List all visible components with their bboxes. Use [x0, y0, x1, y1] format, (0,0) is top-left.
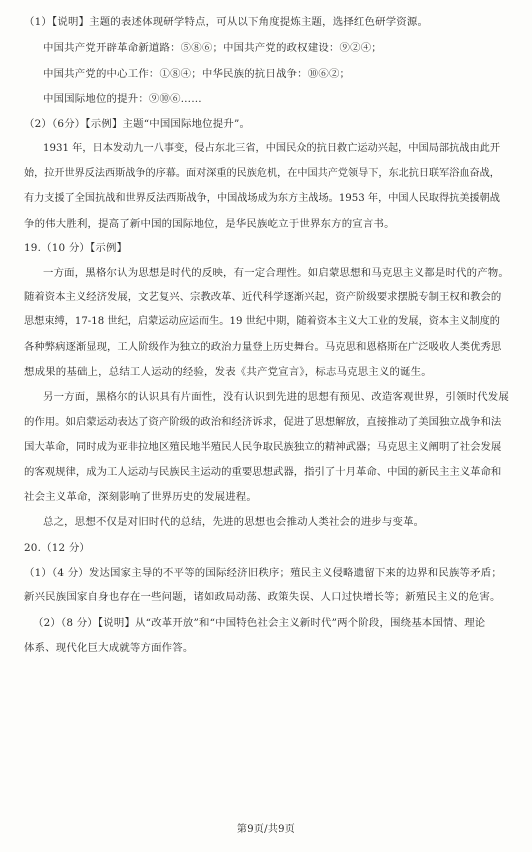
q20-part1-line1: （1）（4 分）发达国家主导的不平等的国际经济旧秩序；殖民主义侵略遗留下来的边界和民族等矛盾； [24, 567, 502, 579]
q18-part2-heading: （2）（6分）【示例】主题“中国国际地位提升”。 [24, 118, 251, 130]
page-number-footer: 第9页/共9页 [236, 824, 296, 835]
q20-heading: 20.（12 分） [24, 542, 91, 554]
q18-part1-line3: 中国共产党的中心工作：①⑧④；中华民族的抗日战争：⑩⑥②； [43, 68, 351, 80]
q18-part1-line4: 中国国际地位的提升：⑨⑩⑥…… [43, 93, 202, 105]
q18-part1-line2: 中国共产党开辟革命新道路：⑤⑧⑥；中国共产党的政权建设：⑨②④； [43, 42, 382, 54]
q18-part2-line3: 有力支援了全国抗战和世界反法西斯战争，中国战场成为东方主战场。1953 年，中国人民取得抗美援朝战 [24, 193, 500, 204]
q19-para2-line4: 的客观规律，成为工人运动与民族民主运动的重要思想武器，指引了十月革命、中国的新民主主义革命和 [24, 466, 502, 478]
q20-part1-line2: 新兴民族国家自身也存在一些问题，诸如政局动荡、政策失误、人口过快增长等；新殖民主义的危害。 [24, 591, 501, 603]
q18-part2-line2: 始，拉开世界反法西斯战争的序幕。面对深重的民族危机，在中国共产党领导下，东北抗日联军浴血奋战， [24, 168, 500, 179]
q19-heading: 19.（10 分）【示例】 [24, 242, 128, 254]
q19-conclusion: 总之，思想不仅是对旧时代的总结，先进的思想也会推动人类社会的进步与变革。 [43, 516, 425, 528]
q19-para2-line5: 社会主义革命，深刻影响了世界历史的发展进程。 [24, 491, 257, 503]
q19-para1-line4: 各种弊病逐渐显现，工人阶级作为独立的政治力量登上历史舞台。马克思和恩格斯在广泛吸收人类优秀思 [24, 341, 502, 353]
q19-para2-line1: 另一方面，黑格尔的认识具有片面性，没有认识到先进的思想有预见、改造客观世界，引领时代发展 [43, 391, 509, 403]
q19-para1-line2: 随着资本主义经济发展，文艺复兴、宗教改革、近代科学逐渐兴起，资产阶级要求摆脱专制王权和教会的 [24, 291, 502, 303]
q19-para1-line1: 一方面，黑格尔认为思想是时代的反映，有一定合理性。如启蒙思想和马克思主义都是时代的产物。 [43, 267, 509, 279]
q20-part2-line1: （2）（8 分）【说明】从“改革开放”和“中国特色社会主义新时代”两个阶段，围绕基本国情、理论 [33, 617, 486, 629]
q19-para2-line3: 国大革命，同时成为亚非拉地区殖民地半殖民人民争取民族独立的精神武器；马克思主义阐明了社会发展 [24, 441, 502, 453]
q19-para2-line2: 的作用。如启蒙运动表达了资产阶级的政治和经济诉求，促进了思想解放，直接推动了美国独立战争和法 [24, 416, 502, 428]
q19-para1-line3: 思想束缚，17-18 世纪，启蒙运动应运而生。19 世纪中期，随着资本主义大工业的发展，资本主义制度的 [24, 316, 500, 327]
q20-part2-line2: 体系、现代化巨大成就等方面作答。 [24, 642, 194, 654]
q18-part2-line1: 1931 年，日本发动九一八事变，侵占东北三省，中国民众的抗日救亡运动兴起，中国局部抗战由此开 [43, 143, 501, 154]
q18-part1-line1: （1）【说明】主题的表述体现研学特点，可从以下角度提炼主题，选择红色研学资源。 [24, 16, 429, 28]
q18-part2-line4: 争的伟大胜利，提高了新中国的国际地位，是华民族屹立于世界东方的宣言书。 [24, 218, 395, 230]
q19-para1-line5: 想成果的基础上，总结工人运动的经验，发表《共产党宣言》，标志马克思主义的诞生。 [24, 366, 432, 378]
